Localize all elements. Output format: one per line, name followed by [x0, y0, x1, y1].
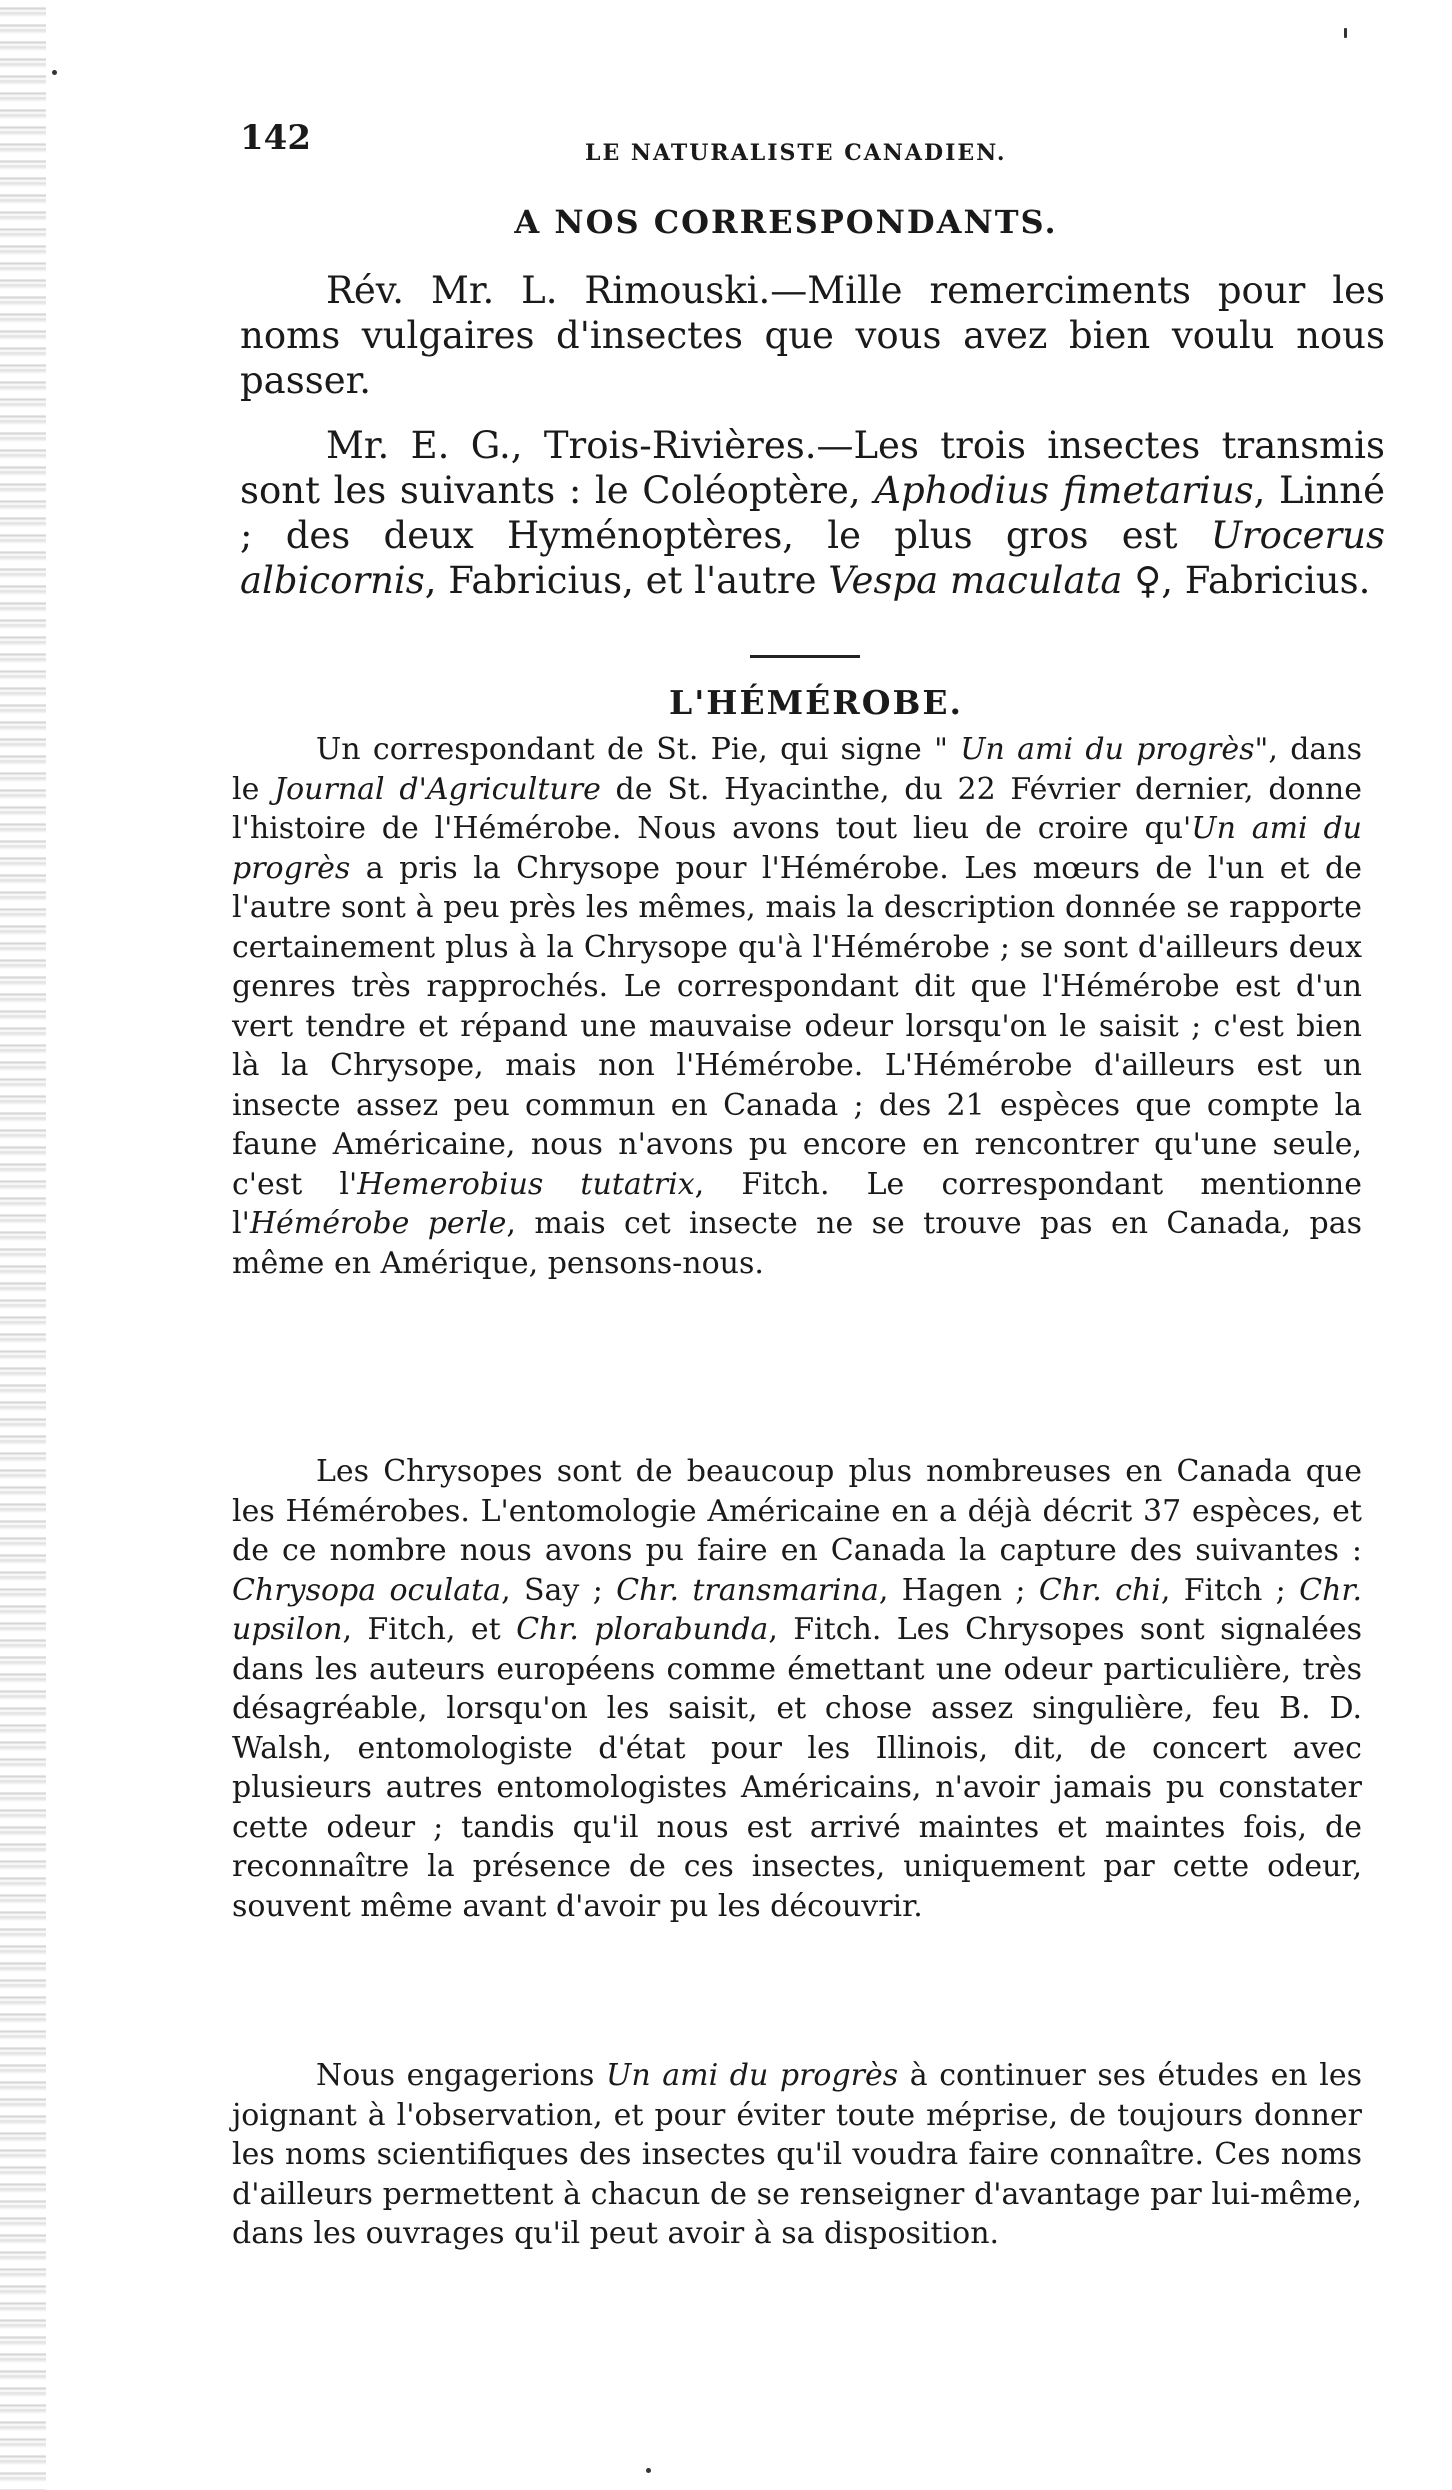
hemerobe-paragraph-2: [232, 1452, 1362, 1926]
section-divider: [750, 655, 860, 658]
species-name: Aphodius fimetarius: [874, 469, 1254, 512]
pseudonym: Un ami du progrès: [960, 732, 1255, 767]
hemerobe-paragraph-1: [232, 730, 1362, 1283]
text-run: , Fitch. Le correspondant mentionne l': [232, 1166, 1362, 1241]
text-run: , Hagen ;: [878, 1572, 1039, 1608]
species-name: Hémérobe perle: [249, 1206, 507, 1241]
scan-speck: [1344, 28, 1347, 38]
species-name: Urocerus albicornis: [240, 514, 1385, 602]
scan-speck: [646, 2468, 651, 2473]
scanned-page-edge: [0, 0, 46, 2490]
text-run: Nous engagerions: [316, 2058, 607, 2093]
hemerobe-paragraph-3: [232, 2056, 1362, 2254]
species-name: Chr. chi: [1038, 1572, 1161, 1608]
text-run: ♀, Fabricius.: [1122, 559, 1371, 602]
text-run: ", dans le: [232, 732, 1363, 807]
text-run: Mr. E. G., Trois-Rivières.—Les trois insectes transmis sont les suivants : le Coléoptère,: [240, 424, 1385, 512]
text-run: , Fabricius, et l'autre: [424, 559, 829, 602]
species-name: Hemerobius tutatrix: [357, 1166, 695, 1202]
text-run: , Linné ; des deux Hyménoptères, le plus gros est: [240, 469, 1385, 557]
pseudonym: Un ami du progrès: [232, 811, 1362, 886]
species-name: Chr. upsilon: [232, 1572, 1362, 1647]
correspondent-note-trois-rivieres: [240, 423, 1385, 603]
species-name: Chrysopa oculata: [232, 1572, 502, 1608]
correspondents-heading: A NOS CORRESPONDANTS.: [514, 203, 1058, 241]
publication-title: Journal d'Agriculture: [274, 771, 601, 807]
journal-title: LE NATURALISTE CANADIEN.: [585, 140, 1007, 166]
scan-speck: [52, 70, 57, 75]
correspondent-note-rimouski: Rév. Mr. L. Rimouski.—Mille remerciments pour les noms vulgaires d'insectes que vous avez bien voulu nous passer.: [240, 269, 1385, 402]
text-run: , Say ;: [501, 1572, 617, 1608]
text-run: , Fitch. Les Chrysopes sont signalées dans les auteurs européens comme émettant une odeur particulière, très désagréable, lorsqu'on les saisit, et chose assez singulière, feu B. D. Walsh, entomologiste d'état pour les Illinois, dit, de concert avec plusieurs autres entomologistes Américains, n'avoir jamais pu constater cette odeur ; tandis qu'il nous est arrivé maintes et maintes fois, de reconnaître la présence de ces insectes, uniquement par cette odeur, souvent même avant d'avoir pu les découvrir.: [232, 1612, 1362, 1924]
pseudonym: Un ami du progrès: [606, 2058, 899, 2093]
page-number: 142: [240, 118, 311, 158]
text-run: a pris la Chrysope pour l'Hémérobe. Les mœurs de l'un et de l'autre sont à peu près les mêmes, mais la description donnée se rapporte certainement plus à la Chrysope qu'à l'Hémérobe ; se sont d'ailleurs deux genres très rapprochés. Le correspondant dit que l'Hémérobe est d'un vert tendre et répand une mauvaise odeur lorsqu'on le saisit ; c'est bien là la Chrysope, mais non l'Hémérobe. L'Hémérobe d'ailleurs est un insecte assez peu commun en Canada ; des 21 espèces que compte la faune Américaine, nous n'avons pu encore en rencontrer qu'une seule, c'est l': [232, 850, 1362, 1202]
text-run: de St. Hyacinthe, du 22 Février dernier, donne l'histoire de l'Hémérobe. Nous avons tout lieu de croire qu': [232, 771, 1362, 846]
text-run: , Fitch, et: [342, 1612, 517, 1647]
hemerobe-heading: L'HÉMÉROBE.: [668, 683, 964, 722]
species-name: Chr. transmarina: [616, 1572, 879, 1608]
text-run: , mais cet insecte ne se trouve pas en Canada, pas même en Amérique, pensons-nous.: [232, 1206, 1362, 1281]
species-name: Vespa maculata: [828, 559, 1123, 602]
running-head: [0, 118, 1452, 178]
text-run: Un correspondant de St. Pie, qui signe ": [316, 732, 961, 767]
text-run: à continuer ses études en les joignant à l'observation, et pour éviter toute méprise, de toujours donner les noms scientifiques des insectes qu'il voudra faire connaître. Ces noms d'ailleurs permettent à chacun de se renseigner d'avantage par lui-même, dans les ouvrages qu'il peut avoir à sa disposition.: [232, 2058, 1363, 2251]
text-run: , Fitch ;: [1160, 1572, 1300, 1608]
species-name: Chr. plorabunda: [516, 1612, 769, 1647]
text-run: Les Chrysopes sont de beaucoup plus nombreuses en Canada que les Hémérobes. L'entomologie Américaine en a déjà décrit 37 espèces, et de ce nombre nous avons pu faire en Canada la capture des suivantes :: [232, 1454, 1362, 1568]
